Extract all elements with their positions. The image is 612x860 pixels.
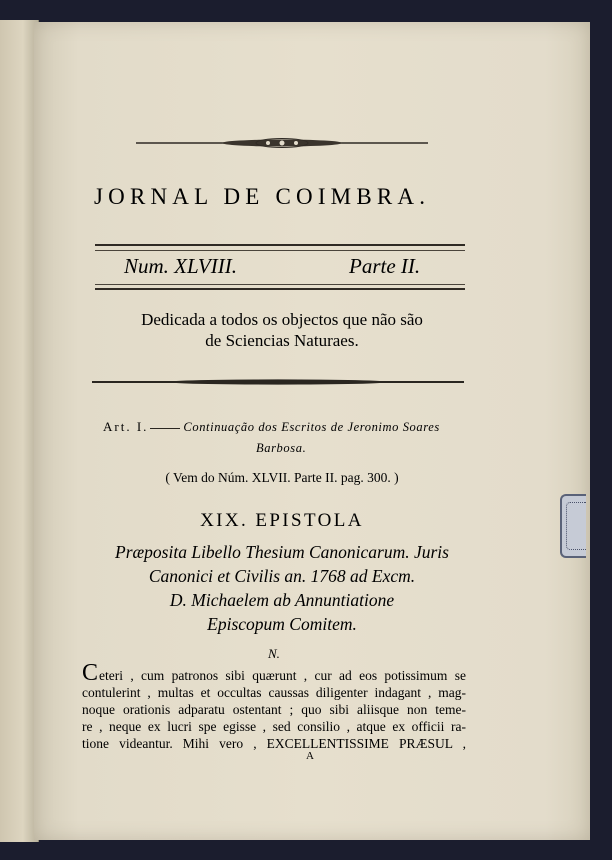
bottom-double-rule: [95, 288, 465, 290]
top-double-rule: [95, 244, 465, 246]
dedication: [94, 309, 470, 351]
body-line-4: re , neque ex lucri spe egisse , sed consilio , atque ex officii ra-: [82, 719, 466, 734]
dedication-line-2: de Sciencias Naturaes.: [205, 331, 359, 350]
header-ornament: [136, 138, 428, 148]
top-double-rule-thin: [95, 250, 465, 251]
dedication-line-1: Dedicada a todos os objectos que não são: [141, 310, 423, 329]
body-line-1-text: eteri , cum patronos sibi quærunt , cur ad eos potissimum se: [99, 668, 466, 683]
issue-number: Num. XLVIII.: [124, 254, 237, 278]
article-title-line-1: Continuação dos Escritos de Jeronimo Soares: [183, 420, 440, 434]
epistle-subtitle-line-4: Episcopum Comitem.: [207, 614, 357, 634]
body-line-1: [82, 660, 466, 686]
journal-title: JORNAL DE COIMBRA.: [94, 184, 431, 209]
epistle-subtitle-line-1: Præposita Libello Thesium Canonicarum. Juris: [115, 542, 449, 562]
article-dash: [150, 428, 180, 429]
epistle-subtitle: [94, 540, 470, 636]
epistle-heading: XIX. EPISTOLA: [200, 510, 364, 531]
body-line-3: noque orationis adparatu ostentant ; quo sibi aliisque non teme-: [82, 702, 466, 717]
bottom-double-rule-thin: [95, 284, 465, 285]
section-mark: N.: [268, 646, 280, 661]
epistle-subtitle-line-3: D. Michaelem ab Annuntiatione: [169, 590, 395, 610]
drop-cap: C: [82, 660, 99, 686]
body-line-5: tione videantur. Mihi vero , EXCELLENTISSIME PRÆSUL ,: [82, 736, 466, 751]
epistle-subtitle-line-2: Canonici et Civilis an. 1768 ad Excm.: [148, 566, 416, 586]
body-paragraph: [82, 660, 466, 752]
article-heading: [103, 416, 463, 459]
section-divider: [92, 379, 464, 385]
continued-from-note: ( Vem do Núm. XLVII. Parte II. pag. 300. ): [165, 470, 399, 485]
article-title-line-2: Barbosa.: [256, 441, 307, 455]
issue-part: Parte II.: [349, 254, 421, 278]
catchword: A: [306, 750, 314, 762]
body-line-2: contulerint , multas et occultas caussas diligenter indagant , mag-: [82, 685, 466, 700]
article-label: Art. I.: [103, 419, 149, 434]
page-tab-marker: [560, 494, 586, 558]
